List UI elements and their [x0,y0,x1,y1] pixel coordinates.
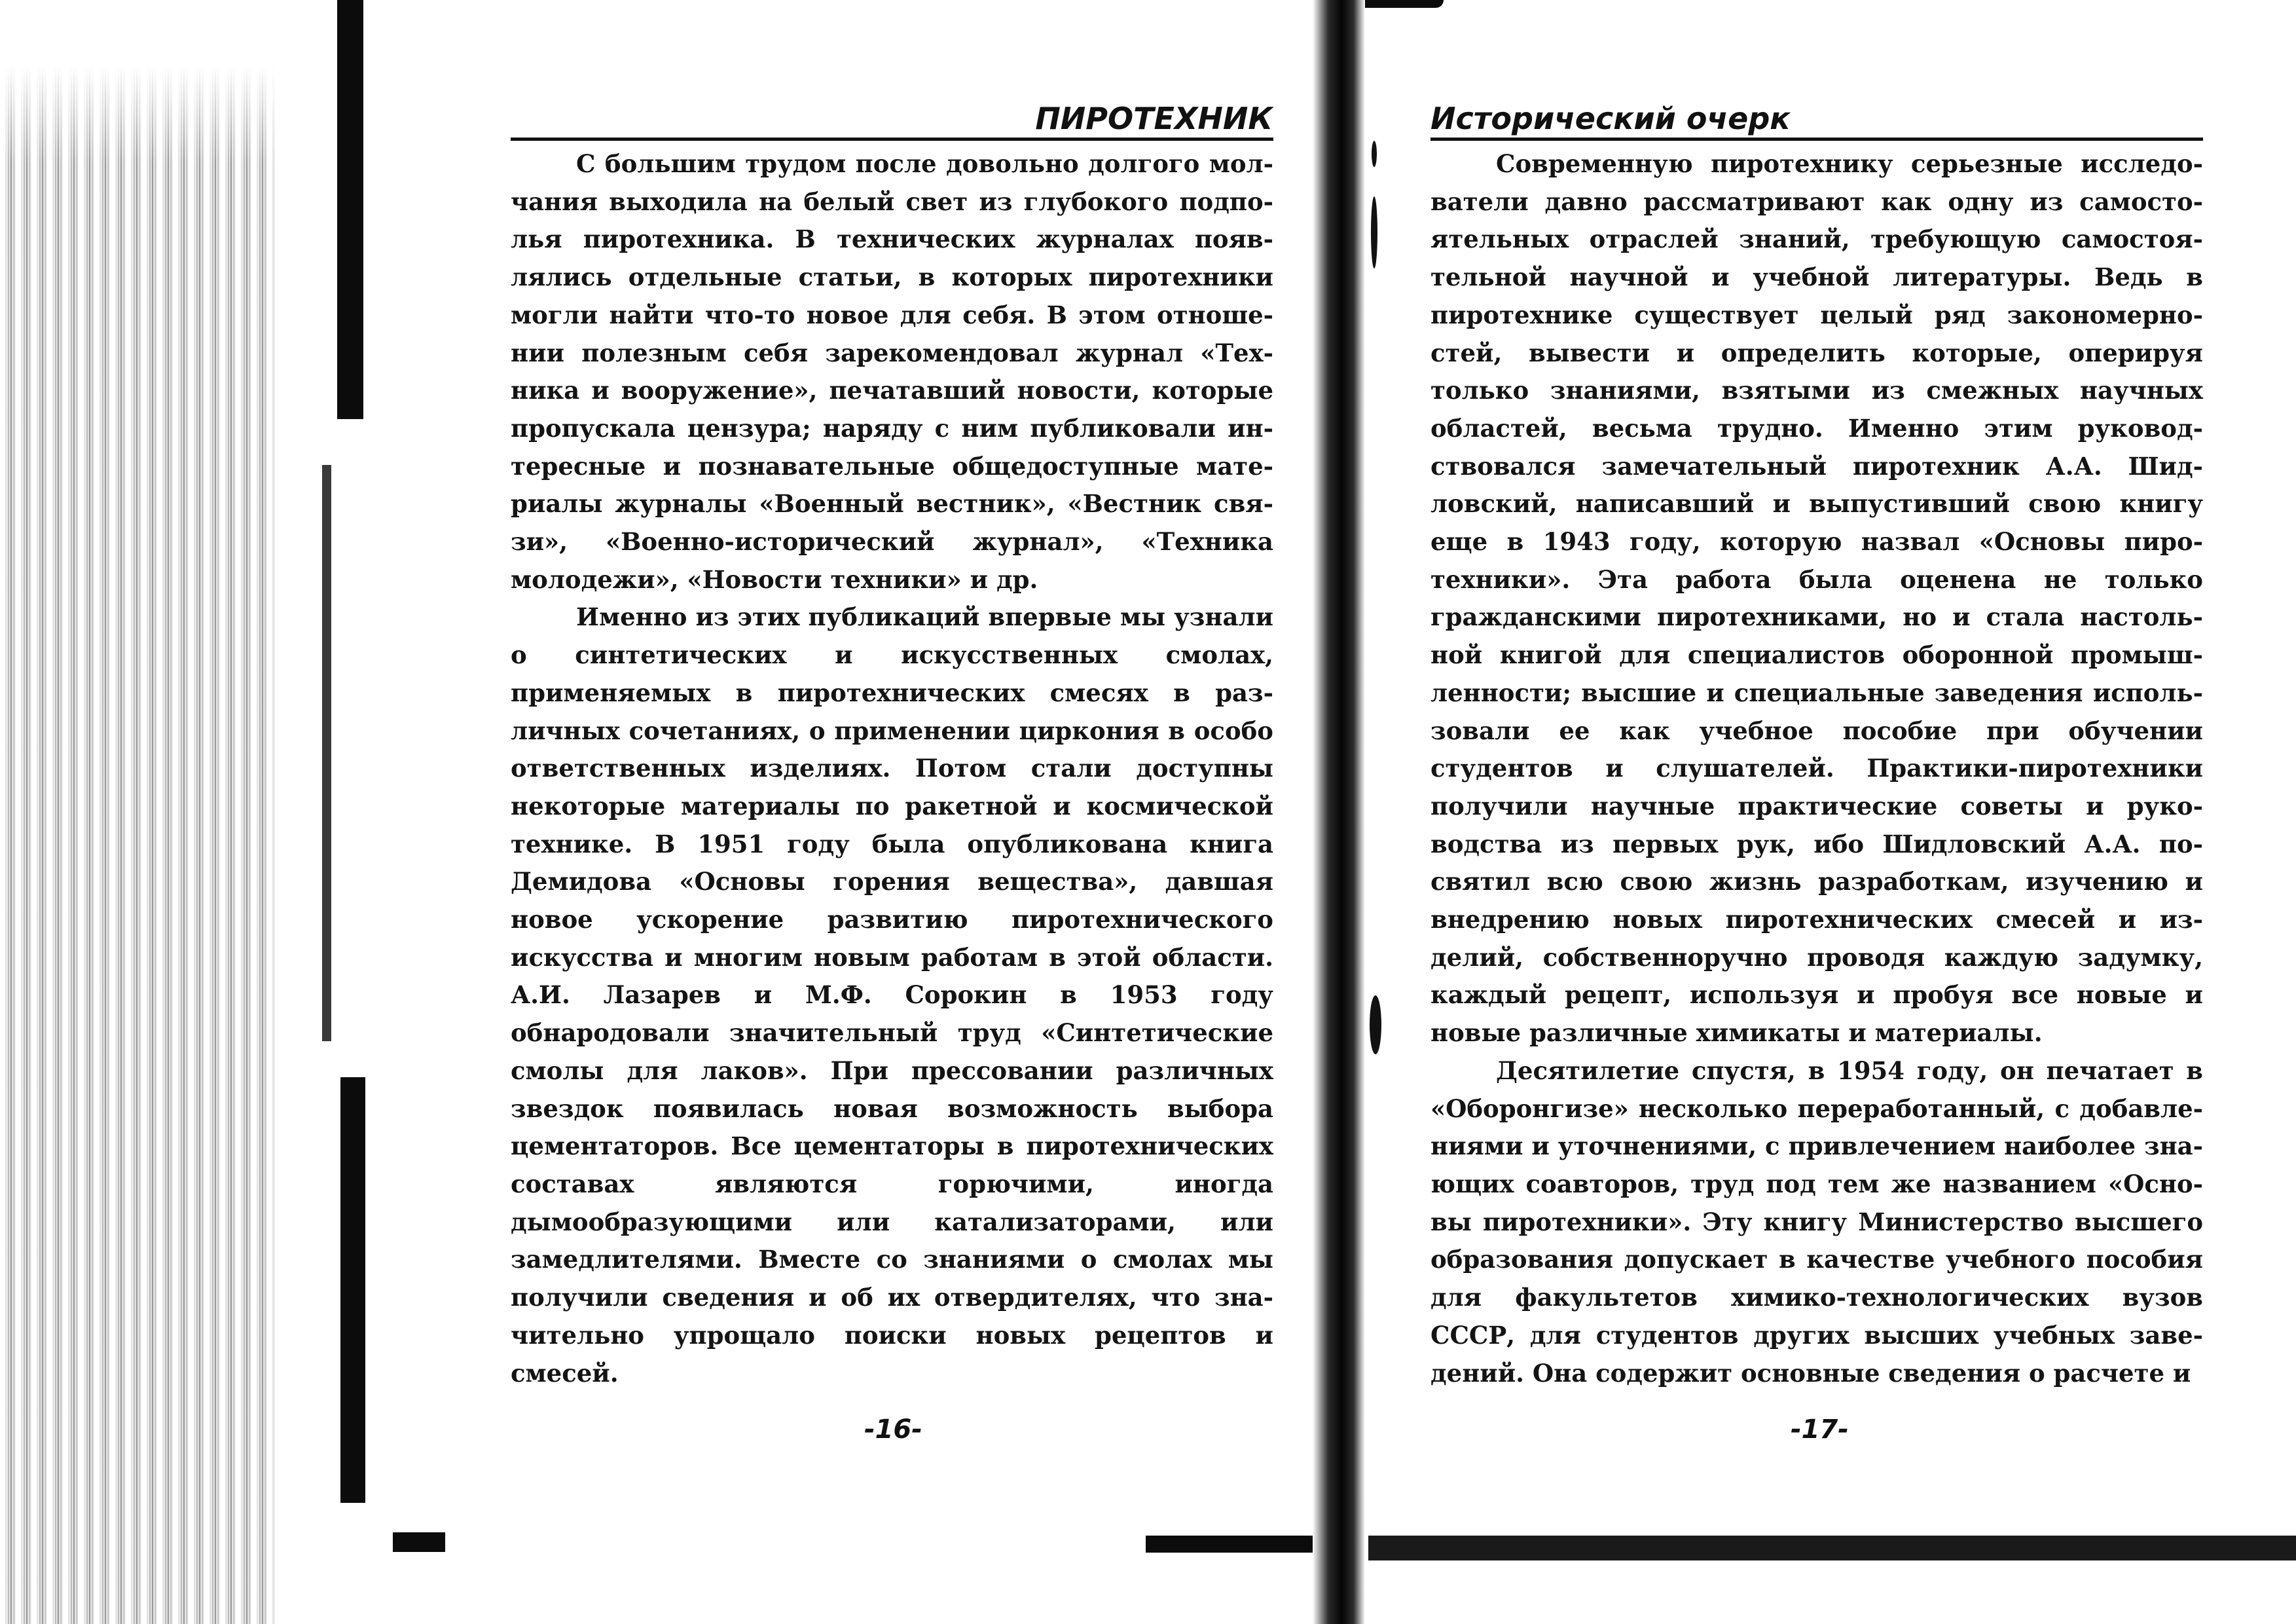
paragraph: Современную пиротехнику серьезные исследователи давно рассматривают как одну из самостоятельных отраслей знаний, требующую самостоятельной научной и учебной литературы. Ведь в пиротехнике существует целый ряд закономерностей, вывести и определить которые, оперируя только знаниями, взятыми из смежных научных областей, весьма трудно. Именно этим руководствовался замечательный пиротехник А.А. Шидловский, написавший и выпустивший свою книгу еще в 1943 году, которую назвал «Основы пиротехники». Эта работа была оценена не только гражданскими пиротехниками, но и стала настольной книгой для специалистов оборонной промышленности; высшие и специальные заведения использовали ее как учебное пособие при обучении студентов и слушателей. Практики-пиротехники получили научные практические советы и руководства из первых рук, ибо Шидловский А.А. посвятил всю свою жизнь разработкам, изучению и внедрению новых пиротехнических смесей и изделий, собственноручно проводя каждую задумку, каждый рецепт, используя и пробуя все новые и новые различные химикаты и материалы. [1430,149,2203,1048]
right-body-text [1430,145,2203,1392]
bottom-edge-shadow-right [1368,1536,2296,1560]
bottom-edge-shadow-left [393,1532,445,1552]
right-page-number: -17- [1791,1414,1849,1445]
left-page-number: -16- [864,1414,922,1445]
paragraph: Десятилетие спустя, в 1954 году, он печатает в «Оборонгизе» несколько переработанный, с добавлениями и уточнениями, с привлечением наиболее знающих соавторов, труд под тем же названием «Основы пиротехники». Эту книгу Министерство высшего образования допускает в качестве учебного пособия для факультетов химико-технологических вузов СССР, для студентов других высших учебных заведений. Она содержит основные сведения о расчете и [1430,1056,2203,1388]
scanner-edge-stripes [0,0,275,1624]
right-running-head: Исторический очерк [1430,101,1791,136]
paragraph: Именно из этих публикаций впервые мы узнали о синтетических и искусственных смолах, применяемых в пиротехнических смесях в различных сочетаниях, о применении циркония в особо ответственных изделиях. Потом стали доступны некоторые материалы по ракетной и космической технике. В 1951 году была опубликована книга Демидова «Основы горения вещества», давшая новое ускорение развитию пиротехнического искусства и многим новым работам в этой области. А.И. Лазарев и М.Ф. Сорокин в 1953 году обнародовали значительный труд «Синтетические смолы для лаков». При прессовании различных звездок появилась новая возможность выбора цементаторов. Все цементаторы в пиротехнических составах являются горючими, иногда дымообразующими или катализаторами, или замедлителями. Вместе со знаниями о смолах мы получили сведения и об их отвердителях, что значительно упрощало поиски новых рецептов и смесей. [511,602,1273,1388]
bottom-edge-shadow-center [1146,1536,1316,1553]
scan-speck [1372,141,1377,167]
left-body-text [511,145,1273,1392]
scan-speck [1371,196,1377,268]
left-margin-shadow-lower [340,1077,365,1503]
right-header-rule [1430,138,2203,141]
scanner-edge-fade [0,0,275,164]
book-gutter-shadow [1313,0,1365,1624]
left-running-head: ПИРОТЕХНИК [1035,101,1273,136]
scan-speck [1370,995,1381,1054]
left-header-rule [511,138,1273,141]
left-margin-shadow-upper [337,0,363,419]
paragraph: С большим трудом после довольно долгого молчания выходила на белый свет из глубокого подполья пиротехника. В технических журналах появлялись отдельные статьи, в которых пиротехники могли найти что-то новое для себя. В этом отношении полезным себя зарекомендовал журнал «Техника и вооружение», печатавший новости, которые пропускала цензура; наряду с ним публиковали интересные и познавательные общедоступные материалы журналы «Военный вестник», «Вестник связи», «Военно-исторический журнал», «Техника молодежи», «Новости техники» и др. [511,149,1273,594]
top-edge-shadow-right [1365,0,1444,8]
left-margin-shadow-mid [322,465,331,1041]
